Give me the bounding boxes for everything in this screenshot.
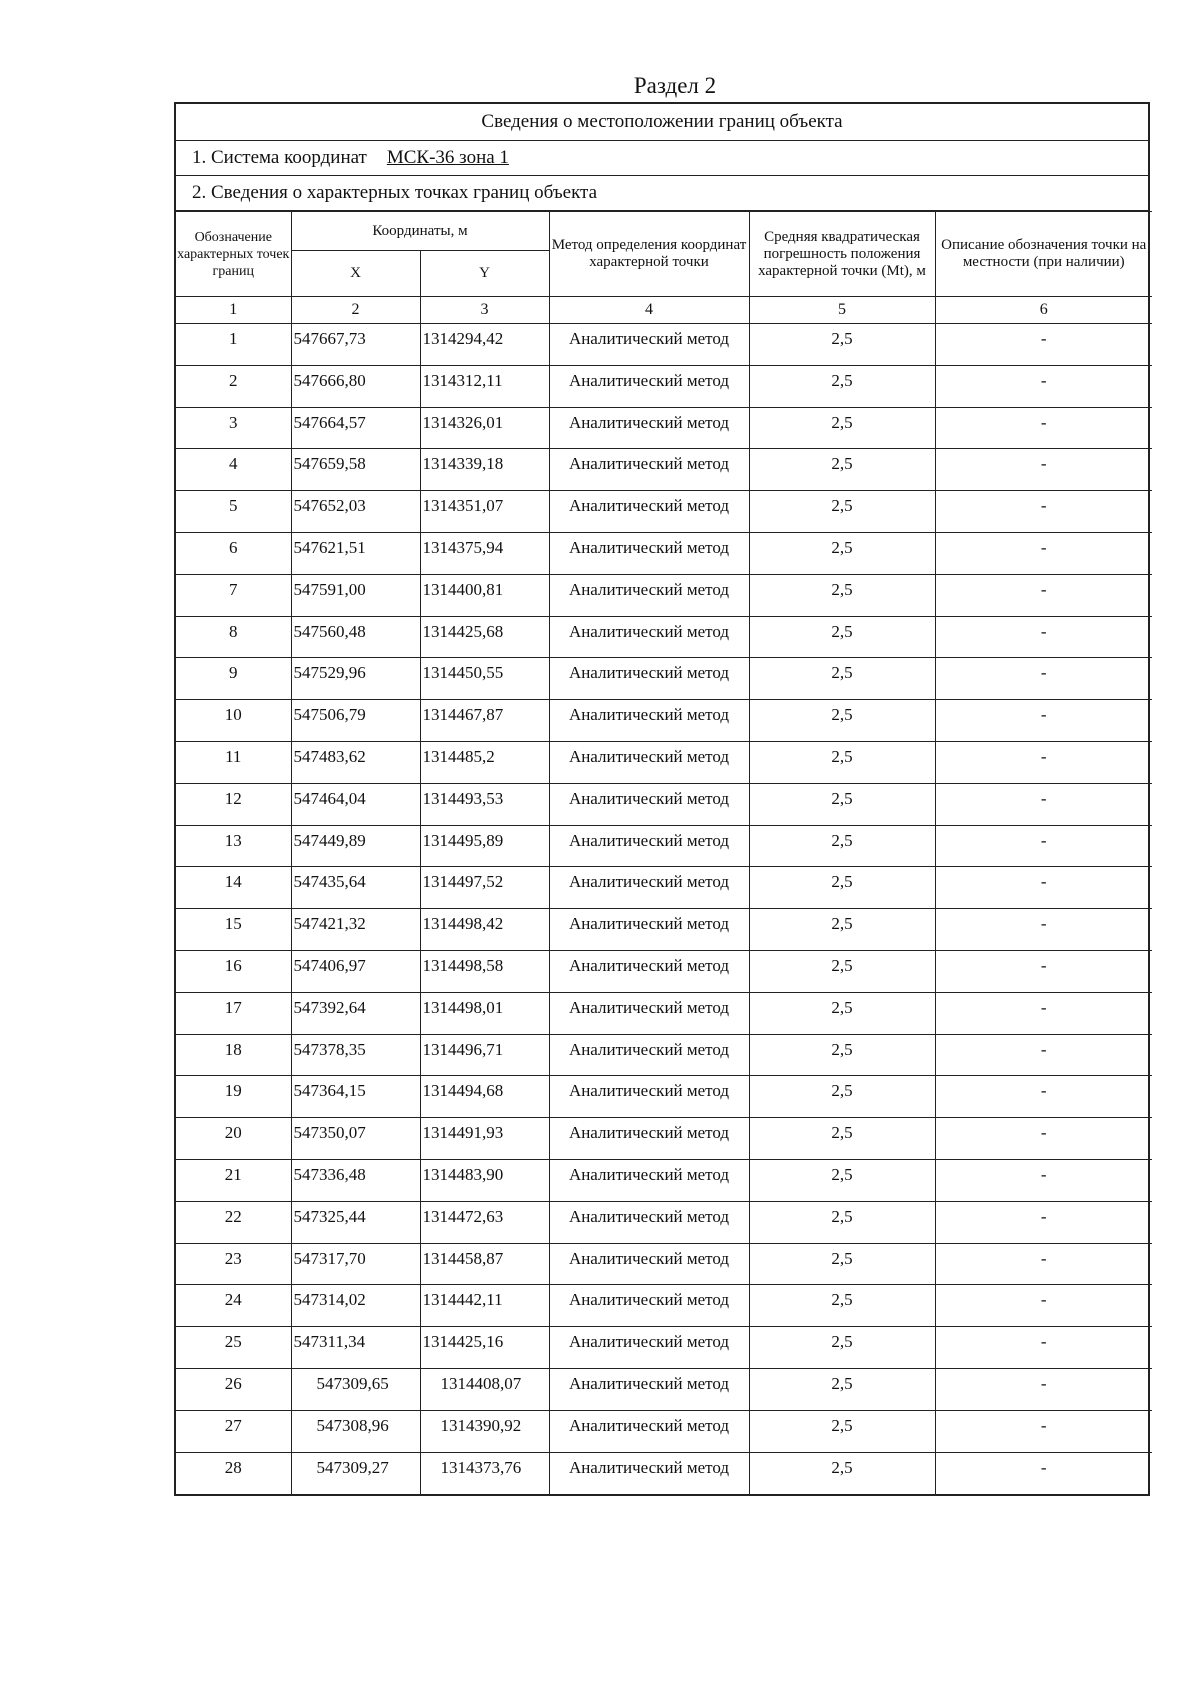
mt-value: 2,5: [749, 1118, 935, 1160]
description: -: [935, 1452, 1152, 1494]
table-row: [176, 1368, 1152, 1410]
description: -: [935, 1201, 1152, 1243]
method: Аналитический метод: [549, 700, 749, 742]
y-coordinate: 1314450,55: [420, 658, 549, 700]
description: -: [935, 1285, 1152, 1327]
y-coordinate: 1314400,81: [420, 574, 549, 616]
description: -: [935, 407, 1152, 449]
mt-value: 2,5: [749, 1159, 935, 1201]
mt-value: 2,5: [749, 365, 935, 407]
point-number: 25: [176, 1327, 291, 1369]
mt-value: 2,5: [749, 658, 935, 700]
description: -: [935, 658, 1152, 700]
method: Аналитический метод: [549, 616, 749, 658]
coordinate-system-label: 1. Система координат: [192, 147, 367, 168]
table-row: [176, 1076, 1152, 1118]
x-coordinate: 547336,48: [291, 1159, 420, 1201]
mt-value: 2,5: [749, 950, 935, 992]
method: Аналитический метод: [549, 909, 749, 951]
x-coordinate: 547483,62: [291, 741, 420, 783]
description: -: [935, 616, 1152, 658]
table-row: [176, 1285, 1152, 1327]
y-coordinate: 1314425,68: [420, 616, 549, 658]
point-number: 11: [176, 741, 291, 783]
x-coordinate: 547652,03: [291, 491, 420, 533]
method: Аналитический метод: [549, 532, 749, 574]
description: -: [935, 1118, 1152, 1160]
method: Аналитический метод: [549, 950, 749, 992]
x-coordinate: 547529,96: [291, 658, 420, 700]
table-row: [176, 825, 1152, 867]
description: -: [935, 1243, 1152, 1285]
table-row: [176, 700, 1152, 742]
x-coordinate: 547667,73: [291, 324, 420, 366]
x-coordinate: 547392,64: [291, 992, 420, 1034]
y-coordinate: 1314498,58: [420, 950, 549, 992]
point-number: 16: [176, 950, 291, 992]
mt-value: 2,5: [749, 909, 935, 951]
col-accuracy: Средняя квадратическая погрешность положения характерной точки (Mt), м: [749, 212, 935, 297]
y-coordinate: 1314408,07: [420, 1368, 549, 1410]
point-number: 17: [176, 992, 291, 1034]
description: -: [935, 1076, 1152, 1118]
method: Аналитический метод: [549, 658, 749, 700]
x-coordinate: 547311,34: [291, 1327, 420, 1369]
point-number: 28: [176, 1452, 291, 1494]
method: Аналитический метод: [549, 741, 749, 783]
column-number: 4: [549, 297, 749, 324]
column-number: 2: [291, 297, 420, 324]
section-title: Раздел 2: [633, 73, 717, 98]
description: -: [935, 324, 1152, 366]
x-coordinate: 547464,04: [291, 783, 420, 825]
y-coordinate: 1314467,87: [420, 700, 549, 742]
y-coordinate: 1314483,90: [420, 1159, 549, 1201]
x-coordinate: 547309,27: [291, 1452, 420, 1494]
table-row: [176, 1243, 1152, 1285]
table-row: [176, 741, 1152, 783]
col-y: Y: [420, 251, 549, 297]
mt-value: 2,5: [749, 1034, 935, 1076]
point-number: 3: [176, 407, 291, 449]
y-coordinate: 1314373,76: [420, 1452, 549, 1494]
description: -: [935, 1368, 1152, 1410]
point-number: 9: [176, 658, 291, 700]
point-number: 22: [176, 1201, 291, 1243]
table-row: [176, 1118, 1152, 1160]
table-row: [176, 950, 1152, 992]
x-coordinate: 547449,89: [291, 825, 420, 867]
method: Аналитический метод: [549, 1034, 749, 1076]
method: Аналитический метод: [549, 992, 749, 1034]
mt-value: 2,5: [749, 1327, 935, 1369]
y-coordinate: 1314294,42: [420, 324, 549, 366]
method: Аналитический метод: [549, 491, 749, 533]
column-number: 3: [420, 297, 549, 324]
mt-value: 2,5: [749, 1410, 935, 1452]
description: -: [935, 1034, 1152, 1076]
characteristic-points-title: 2. Сведения о характерных точках границ объекта: [176, 176, 1148, 211]
col-designation: Обозначение характерных точек границ: [176, 212, 291, 297]
y-coordinate: 1314312,11: [420, 365, 549, 407]
method: Аналитический метод: [549, 574, 749, 616]
point-number: 15: [176, 909, 291, 951]
y-coordinate: 1314495,89: [420, 825, 549, 867]
mt-value: 2,5: [749, 1201, 935, 1243]
method: Аналитический метод: [549, 783, 749, 825]
y-coordinate: 1314458,87: [420, 1243, 549, 1285]
mt-value: 2,5: [749, 324, 935, 366]
mt-value: 2,5: [749, 825, 935, 867]
mt-value: 2,5: [749, 407, 935, 449]
col-x: X: [291, 251, 420, 297]
point-number: 1: [176, 324, 291, 366]
column-number: 1: [176, 297, 291, 324]
table-row: [176, 658, 1152, 700]
y-coordinate: 1314485,2: [420, 741, 549, 783]
point-number: 4: [176, 449, 291, 491]
point-number: 26: [176, 1368, 291, 1410]
y-coordinate: 1314496,71: [420, 1034, 549, 1076]
table-row: [176, 1410, 1152, 1452]
point-number: 14: [176, 867, 291, 909]
table-row: [176, 1159, 1152, 1201]
point-number: 23: [176, 1243, 291, 1285]
description: -: [935, 574, 1152, 616]
description: -: [935, 992, 1152, 1034]
y-coordinate: 1314491,93: [420, 1118, 549, 1160]
method: Аналитический метод: [549, 1201, 749, 1243]
method: Аналитический метод: [549, 1410, 749, 1452]
coordinate-system-line: [176, 141, 1148, 176]
y-coordinate: 1314326,01: [420, 407, 549, 449]
x-coordinate: 547378,35: [291, 1034, 420, 1076]
x-coordinate: 547621,51: [291, 532, 420, 574]
point-number: 27: [176, 1410, 291, 1452]
mt-value: 2,5: [749, 574, 935, 616]
y-coordinate: 1314498,01: [420, 992, 549, 1034]
table-row: [176, 324, 1152, 366]
y-coordinate: 1314351,07: [420, 491, 549, 533]
description: -: [935, 783, 1152, 825]
description: -: [935, 532, 1152, 574]
method: Аналитический метод: [549, 365, 749, 407]
point-number: 13: [176, 825, 291, 867]
x-coordinate: 547506,79: [291, 700, 420, 742]
method: Аналитический метод: [549, 867, 749, 909]
method: Аналитический метод: [549, 1452, 749, 1494]
y-coordinate: 1314442,11: [420, 1285, 549, 1327]
mt-value: 2,5: [749, 867, 935, 909]
table-row: [176, 574, 1152, 616]
y-coordinate: 1314472,63: [420, 1201, 549, 1243]
method: Аналитический метод: [549, 1368, 749, 1410]
method: Аналитический метод: [549, 407, 749, 449]
col-description: Описание обозначения точки на местности (при наличии): [935, 212, 1152, 297]
x-coordinate: 547350,07: [291, 1118, 420, 1160]
y-coordinate: 1314390,92: [420, 1410, 549, 1452]
y-coordinate: 1314497,52: [420, 867, 549, 909]
mt-value: 2,5: [749, 741, 935, 783]
point-number: 19: [176, 1076, 291, 1118]
point-number: 18: [176, 1034, 291, 1076]
table-row: [176, 1201, 1152, 1243]
mt-value: 2,5: [749, 992, 935, 1034]
description: -: [935, 867, 1152, 909]
method: Аналитический метод: [549, 449, 749, 491]
table-row: [176, 449, 1152, 491]
column-numbers-row: [176, 297, 1152, 324]
object-boundaries-title: Сведения о местоположении границ объекта: [176, 104, 1148, 141]
table-row: [176, 1034, 1152, 1076]
method: Аналитический метод: [549, 324, 749, 366]
method: Аналитический метод: [549, 1159, 749, 1201]
table-row: [176, 992, 1152, 1034]
x-coordinate: 547560,48: [291, 616, 420, 658]
x-coordinate: 547666,80: [291, 365, 420, 407]
coordinate-system-value: МСК-36 зона 1: [386, 147, 509, 168]
table-row: [176, 867, 1152, 909]
description: -: [935, 950, 1152, 992]
point-number: 7: [176, 574, 291, 616]
x-coordinate: 547314,02: [291, 1285, 420, 1327]
point-number: 20: [176, 1118, 291, 1160]
y-coordinate: 1314375,94: [420, 532, 549, 574]
y-coordinate: 1314425,16: [420, 1327, 549, 1369]
column-number: 6: [935, 297, 1152, 324]
description: -: [935, 365, 1152, 407]
mt-value: 2,5: [749, 1243, 935, 1285]
point-number: 21: [176, 1159, 291, 1201]
table-row: [176, 783, 1152, 825]
point-number: 8: [176, 616, 291, 658]
description: -: [935, 1159, 1152, 1201]
table-row: [176, 491, 1152, 533]
table-row: [176, 1327, 1152, 1369]
mt-value: 2,5: [749, 491, 935, 533]
x-coordinate: 547591,00: [291, 574, 420, 616]
method: Аналитический метод: [549, 1118, 749, 1160]
table-row: [176, 909, 1152, 951]
x-coordinate: 547435,64: [291, 867, 420, 909]
y-coordinate: 1314493,53: [420, 783, 549, 825]
table-row: [176, 365, 1152, 407]
boundary-info-sheet: [174, 102, 1150, 1496]
x-coordinate: 547421,32: [291, 909, 420, 951]
mt-value: 2,5: [749, 783, 935, 825]
col-coordinates: Координаты, м: [291, 212, 549, 251]
description: -: [935, 449, 1152, 491]
description: -: [935, 491, 1152, 533]
point-number: 6: [176, 532, 291, 574]
table-row: [176, 407, 1152, 449]
method: Аналитический метод: [549, 825, 749, 867]
x-coordinate: 547309,65: [291, 1368, 420, 1410]
method: Аналитический метод: [549, 1285, 749, 1327]
description: -: [935, 1410, 1152, 1452]
description: -: [935, 741, 1152, 783]
table-row: [176, 616, 1152, 658]
method: Аналитический метод: [549, 1076, 749, 1118]
description: -: [935, 909, 1152, 951]
y-coordinate: 1314339,18: [420, 449, 549, 491]
column-number: 5: [749, 297, 935, 324]
x-coordinate: 547664,57: [291, 407, 420, 449]
x-coordinate: 547659,58: [291, 449, 420, 491]
mt-value: 2,5: [749, 616, 935, 658]
table-row: [176, 532, 1152, 574]
table-row: [176, 1452, 1152, 1494]
mt-value: 2,5: [749, 532, 935, 574]
mt-value: 2,5: [749, 1452, 935, 1494]
description: -: [935, 700, 1152, 742]
x-coordinate: 547406,97: [291, 950, 420, 992]
description: -: [935, 825, 1152, 867]
mt-value: 2,5: [749, 449, 935, 491]
x-coordinate: 547364,15: [291, 1076, 420, 1118]
mt-value: 2,5: [749, 1076, 935, 1118]
point-number: 12: [176, 783, 291, 825]
method: Аналитический метод: [549, 1327, 749, 1369]
mt-value: 2,5: [749, 700, 935, 742]
y-coordinate: 1314494,68: [420, 1076, 549, 1118]
x-coordinate: 547325,44: [291, 1201, 420, 1243]
col-method: Метод определения координат характерной точки: [549, 212, 749, 297]
points-table: [176, 211, 1152, 1494]
x-coordinate: 547317,70: [291, 1243, 420, 1285]
method: Аналитический метод: [549, 1243, 749, 1285]
point-number: 24: [176, 1285, 291, 1327]
mt-value: 2,5: [749, 1368, 935, 1410]
point-number: 2: [176, 365, 291, 407]
x-coordinate: 547308,96: [291, 1410, 420, 1452]
point-number: 10: [176, 700, 291, 742]
point-number: 5: [176, 491, 291, 533]
description: -: [935, 1327, 1152, 1369]
mt-value: 2,5: [749, 1285, 935, 1327]
y-coordinate: 1314498,42: [420, 909, 549, 951]
